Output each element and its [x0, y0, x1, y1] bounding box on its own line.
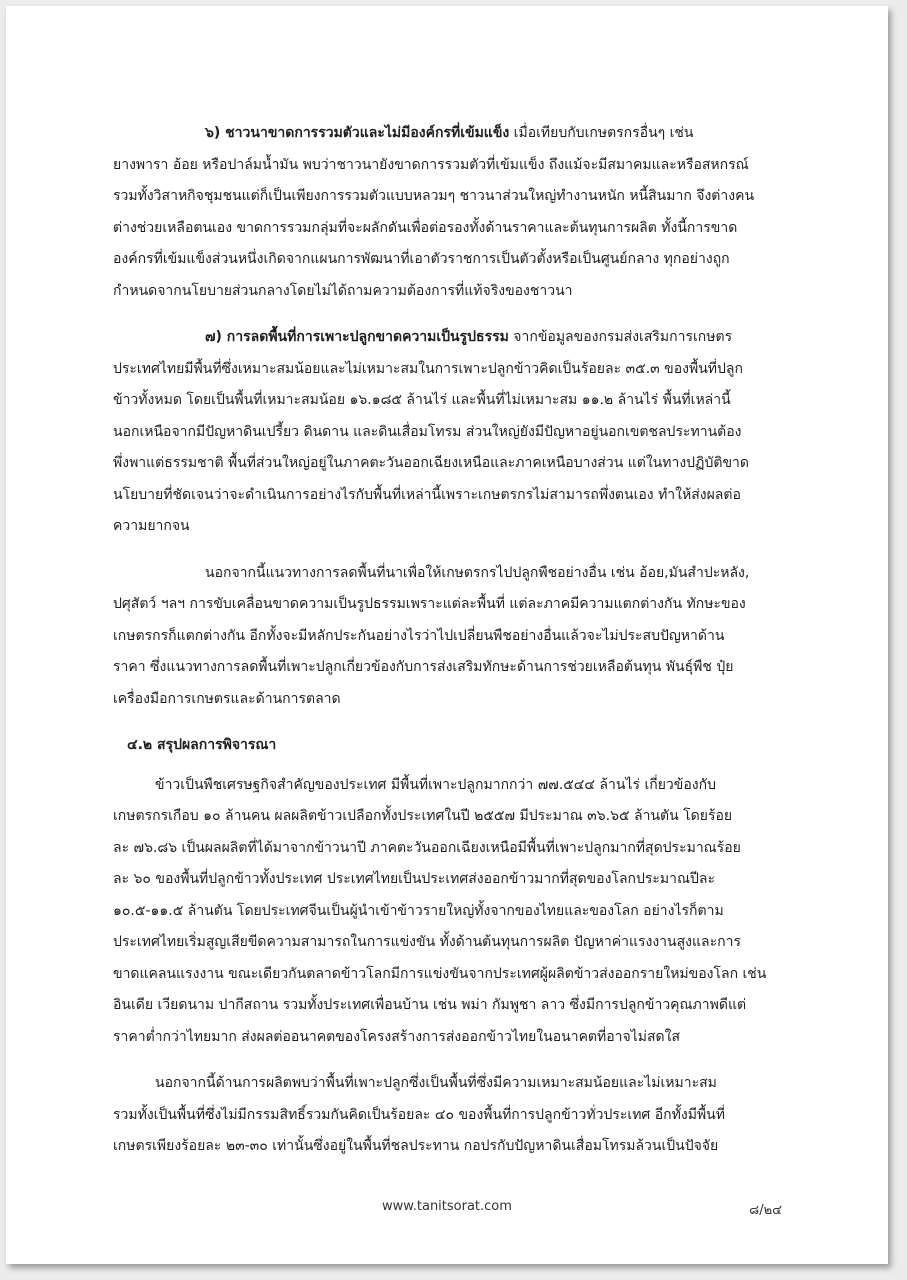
- text-line: ขาดแคลนแรงงาน ขณะเดียวกันตลาดข้าวโลกมีการแข่งขันจากประเทศผู้ผลิตข้าวส่งออกรายใหม่ของโลก เช่น: [113, 965, 767, 982]
- section-heading: ๔.๒ สรุปผลการพิจารณา: [127, 737, 277, 753]
- text-line: องค์กรที่เข้มแข็งส่วนหนึ่งเกิดจากแผนการพัฒนาที่เอาตัวราชการเป็นตัวตั้งหรือเป็นศูนย์กลาง ทุกอย่างถูก: [113, 251, 730, 267]
- text-line: ละ ๗๖.๘๖ เป็นผลผลิตที่ได้มาจากข้าวนาปี ภาคตะวันออกเฉียงเหนือมีพื้นที่เพาะปลูกมากที่สุดประมาณร้อย: [113, 839, 741, 856]
- paragraph-7-heading: ๗) การลดพื้นที่การเพาะปลูกขาดความเป็นรูปธรรม: [205, 329, 509, 345]
- text-line: ๖) ชาวนาขาดการรวมตัวและไม่มีองค์กรที่เข้มแข็ง เมื่อเทียบกับเกษตรกรอื่นๆ เช่น: [205, 125, 694, 141]
- text-line: นโยบายที่ชัดเจนว่าจะดำเนินการอย่างไรกับพื้นที่เหล่านี้เพราะเกษตรกรไม่สามารถพึ่งตนเอง ทำให้ส่งผลต่อ: [113, 486, 741, 503]
- paragraph-10: [113, 1068, 801, 1163]
- text-line: นอกเหนือจากมีปัญหาดินเปรี้ยว ดินดาน และดินเสื่อมโทรม ส่วนใหญ่ยังมีปัญหาอยู่นอกเขตชลประทานต้อง: [113, 423, 742, 440]
- text-line: ละ ๖๐ ของพื้นที่ปลูกข้าวทั้งประเทศ ประเทศไทยเป็นประเทศส่งออกข้าวมากที่สุดของโลกประมาณปีละ: [113, 871, 715, 887]
- paragraph-8: [113, 558, 801, 716]
- text-line: อินเดีย เวียดนาม ปากีสถาน รวมทั้งประเทศเพื่อนบ้าน เช่น พม่า กัมพูชา ลาว ซึ่งมีการปลูกข้าวคุณภาพดีแต่: [113, 997, 747, 1013]
- footer-website: www.tanitsorat.com: [382, 1199, 512, 1214]
- text-line: ต่างช่วยเหลือตนเอง ขาดการรวมกลุ่มที่จะผลักดันเพื่อต่อรองทั้งด้านราคาและต้นทุนการผลิต ทั้งนี้การขาด: [113, 219, 738, 236]
- text-line: รวมทั้งเป็นพื้นที่ซึ่งไม่มีกรรมสิทธิ์รวมกันคิดเป็นร้อยละ ๔๐ ของพื้นที่การปลูกข้าวทั่วประเทศ อีกทั้งมีพื้นที่: [113, 1106, 725, 1123]
- paragraph-7: [113, 322, 801, 543]
- text-line: รวมทั้งวิสาหกิจชุมชนแต่ก็เป็นเพียงการรวมตัวแบบหลวมๆ ชาวนาส่วนใหญ่ทำงานหนัก หนี้สินมาก จึงต่างคน: [113, 188, 755, 204]
- footer-page-number: ๘/๒๔: [749, 1203, 782, 1218]
- text-line: พึ่งพาแต่ธรรมชาติ พื้นที่ส่วนใหญ่อยู่ในภาคตะวันออกเฉียงเหนือและภาคเหนือบางส่วน แต่ในทางปฏิบัติขาด: [113, 455, 749, 471]
- paragraph-6: [113, 118, 801, 307]
- text-line: ๑๐.๕-๑๑.๕ ล้านตัน โดยประเทศจีนเป็นผู้นำเข้าข้าวรายใหญ่ทั้งจากของไทยและของโลก อย่างไรก็ตาม: [113, 902, 724, 919]
- text-line: เกษตรเพียงร้อยละ ๒๓-๓๐ เท่านั้นซึ่งอยู่ในพื้นที่ชลประทาน กอปรกับปัญหาดินเสื่อมโทรมล้วนเป็นปัจจัย: [113, 1138, 719, 1154]
- text-line: ข้าวเป็นพืชเศรษฐกิจสำคัญของประเทศ มีพื้นที่เพาะปลูกมากกว่า ๗๗.๕๔๔ ล้านไร่ เกี่ยวข้องกับ: [155, 776, 716, 793]
- text-line: นอกจากนี้แนวทางการลดพื้นที่นาเพื่อให้เกษตรกรไปปลูกพืชอย่างอื่น เช่น อ้อย,มันสำปะหลัง,: [205, 564, 750, 581]
- text-line: ข้าวทั้งหมด โดยเป็นพื้นที่เหมาะสมน้อย ๑๖.๑๘๕ ล้านไร่ และพื้นที่ไม่เหมาะสม ๑๑.๒ ล้านไร่ พื้นที่เหล่านี้: [113, 392, 731, 408]
- page-body: [113, 118, 801, 1163]
- text-line: ประเทศไทยมีพื้นที่ซึ่งเหมาะสมน้อยและไม่เหมาะสมในการเพาะปลูกข้าวคิดเป็นร้อยละ ๓๕.๓ ของพื้นที่ปลูก: [113, 360, 743, 377]
- paragraph-9: [113, 770, 801, 1054]
- text-line: กำหนดจากนโยบายส่วนกลางโดยไม่ได้ถามความต้องการที่แท้จริงของชาวนา: [113, 282, 573, 299]
- text-line: ประเทศไทยเริ่มสูญเสียขีดความสามารถในการแข่งขัน ทั้งด้านต้นทุนการผลิต ปัญหาค่าแรงงานสูงและการ: [113, 934, 741, 950]
- text-line: ความยากจน: [113, 518, 190, 534]
- paragraph-6-heading: ๖) ชาวนาขาดการรวมตัวและไม่มีองค์กรที่เข้มแข็ง: [205, 125, 510, 141]
- text-line: นอกจากนี้ด้านการผลิตพบว่าพื้นที่เพาะปลูกซึ่งเป็นพื้นที่ซึ่งมีความเหมาะสมน้อยและไม่เหมาะสม: [155, 1075, 717, 1091]
- text-line: เครื่องมือการเกษตรและด้านการตลาด: [113, 690, 341, 707]
- text-line: เกษตรกรเกือบ ๑๐ ล้านคน ผลผลิตข้าวเปลือกทั้งประเทศในปี ๒๕๕๗ มีประมาณ ๓๖.๖๕ ล้านตัน โดยร้อย: [113, 808, 733, 824]
- text-line: เกษตรกรก็แตกต่างกัน อีกทั้งจะมีหลักประกันอย่างไรว่าไปเปลี่ยนพืชอย่างอื่นแล้วจะไม่ประสบปัญหาด้าน: [113, 627, 725, 644]
- text-line: ราคา ซึ่งแนวทางการลดพื้นที่เพาะปลูกเกี่ยวข้องกับการส่งเสริมทักษะด้านการช่วยเหลือต้นทุน พันธุ์พืช ปุ๋ย: [113, 659, 734, 675]
- document-page: [6, 6, 888, 1264]
- text-line: ยางพารา อ้อย หรือปาล์มน้ำมัน พบว่าชาวนายังขาดการรวมตัวที่เข้มแข็ง ถึงแม้จะมีสมาคมและหรือสหกรณ์: [113, 156, 749, 173]
- text-line: ๗) การลดพื้นที่การเพาะปลูกขาดความเป็นรูปธรรม จากข้อมูลของกรมส่งเสริมการเกษตร: [205, 329, 733, 345]
- text-line: ราคาต่ำกว่าไทยมาก ส่งผลต่ออนาคตของโครงสร้างการส่งออกข้าวไทยในอนาคตที่อาจไม่สดใส: [113, 1028, 681, 1045]
- text-line: ปศุสัตว์ ฯลฯ การขับเคลื่อนขาดความเป็นรูปธรรมเพราะแต่ละพื้นที่ แต่ละภาคมีความแตกต่างกัน ทักษะของ: [113, 596, 746, 612]
